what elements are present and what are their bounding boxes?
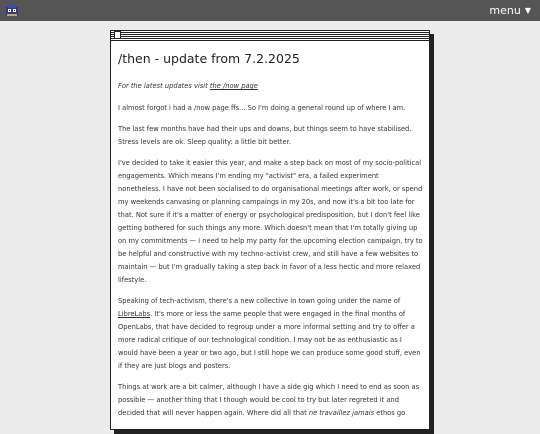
paragraph-4-text-end: . It's more or less the same people that were engaged in the final months of OpenLabs, that have decided to regroup under a more informal setting and try to offer a more radical critique of our technological condition. I may not be as enthusiastic as I would have been a year or two ago, but I still hope we can produce some good stuff, even if they are just blogs and posters. bbox=[118, 310, 421, 370]
content-window bbox=[110, 30, 430, 430]
paragraph-5-text-start: Things at work are a bit calmer, although I have a side gig which I need to end as soon as possible — another thing that I though would be cool to try but later regreted it and decided that will never happen again. Where did all that bbox=[118, 383, 420, 417]
intro-text: For the latest updates visit bbox=[118, 82, 210, 90]
emphasis-text: ne travaillez jamais bbox=[308, 409, 375, 417]
paragraph-3: I've decided to take it easier this year, and make a step back on most of my socio-political engagements. Which means I'm ending my "activist" era, a failed experiment nonetheless. I have not been socialised to do organisational meetings after work, or spend my weekends canvasing or planning campaings in my 20s, and now it's a bit too late for that. Not sure if it's a matter of energy or psychological predisposition, but I don't feel like getting bothered for such things any more. Which doesn't mean that I'm totally giving up on my commitments — i need to help my party for the upcoming election campaign, try to be helpful and constructive with my techno-activist crew, and still have a few websites to maintain — but I'm gradually taking a step back in favor of a less hectic and more relaxed lifestyle. bbox=[118, 159, 423, 284]
paragraph-5-text-end: ethos go bbox=[374, 409, 406, 417]
article-content bbox=[111, 41, 429, 420]
paragraph-5 bbox=[118, 381, 423, 420]
site-logo-icon[interactable] bbox=[4, 4, 20, 18]
close-box-icon[interactable] bbox=[114, 31, 121, 39]
page-title: /then - update from 7.2.2025 bbox=[118, 51, 300, 66]
paragraph-1: I almost forgot i had a /now page ffs... So I'm doing a general round up of where I am. bbox=[118, 104, 406, 112]
menu-button[interactable] bbox=[489, 4, 531, 17]
paragraph-4-text-start: Speaking of tech-activism, there's a new collective in town going under the name of bbox=[118, 297, 401, 305]
paragraph-2: The last few months have had their ups and downs, but things seem to have stabilised. Stress levels are ok. Sleep quality: a little bit better. bbox=[118, 125, 412, 146]
librelabs-link[interactable]: LibreLabs bbox=[118, 310, 151, 318]
now-page-link[interactable]: the /now page bbox=[209, 82, 258, 90]
paragraph-4 bbox=[118, 295, 423, 373]
window-titlebar[interactable] bbox=[111, 31, 429, 41]
menu-label: menu bbox=[489, 4, 521, 17]
top-navigation-bar bbox=[0, 0, 540, 21]
intro-paragraph bbox=[118, 80, 423, 93]
caret-down-icon: ▼ bbox=[524, 6, 531, 15]
